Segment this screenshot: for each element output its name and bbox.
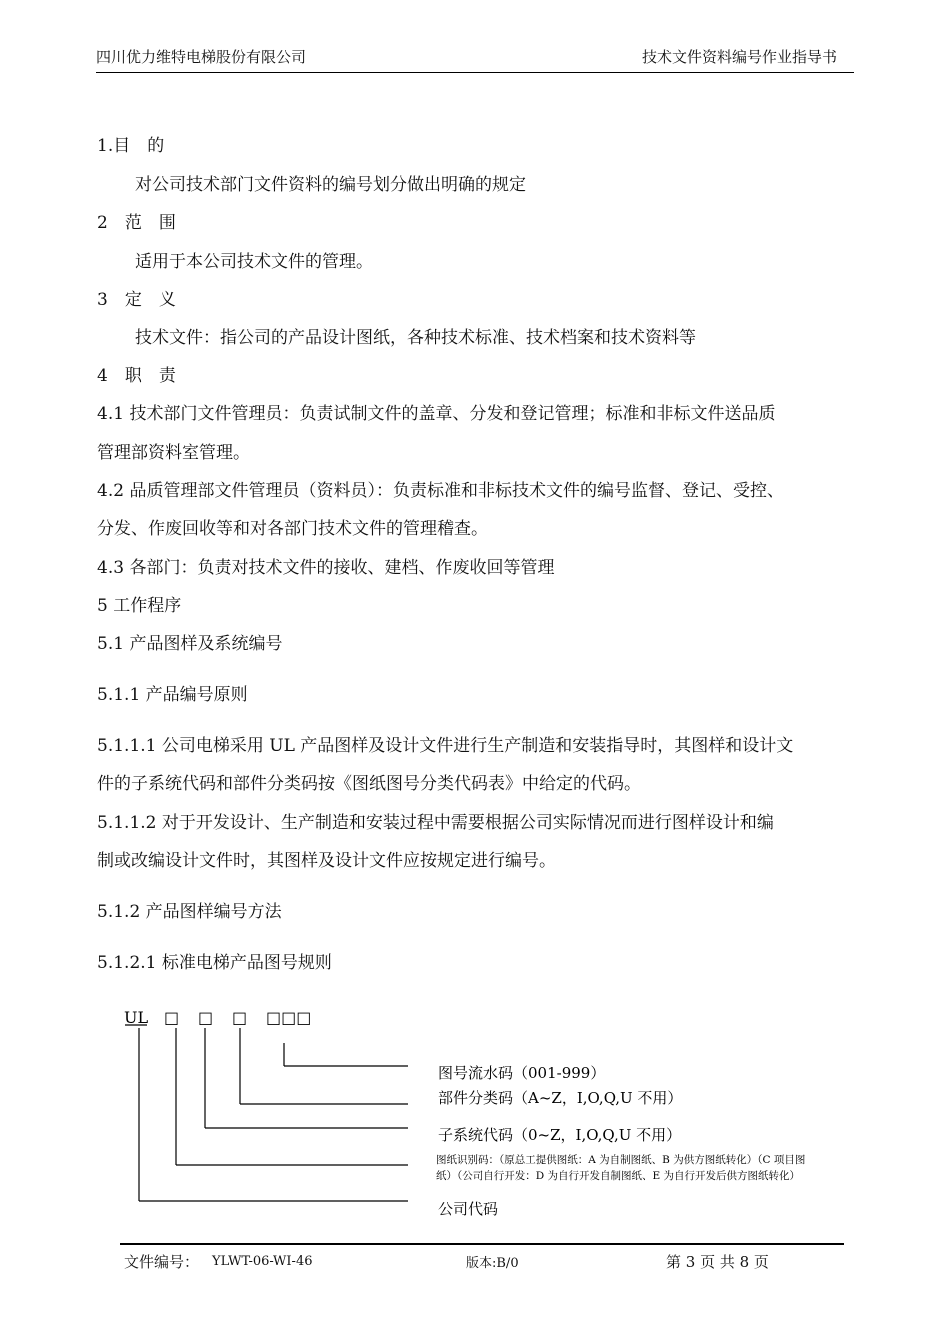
footer-version: 版本:B/0 [466, 1256, 519, 1271]
section-4-1-line1: 4.1 技术部门文件管理员：负责试制文件的盖章、分发和登记管理；标准和非标文件送品质 [97, 404, 776, 424]
section-1-text: 对公司技术部门文件资料的编号划分做出明确的规定 [135, 175, 526, 195]
code-box-2: □ [198, 1008, 214, 1027]
section-5-1-1-1-line1: 5.1.1.1 公司电梯采用 UL 产品图样及设计文件进行生产制造和安装指导时，其图样和设计文 [97, 736, 794, 756]
footer-doc-no-label: 文件编号： [124, 1253, 200, 1271]
section-5-1-1-2-line1: 5.1.1.2 对于开发设计、生产制造和安装过程中需要根据公司实际情况而进行图样设计和编 [97, 813, 774, 833]
section-5-1-1-1-line2: 件的子系统代码和部件分类码按《图纸图号分类代码表》中给定的代码。 [97, 774, 641, 794]
section-4-2-line1: 4.2 品质管理部文件管理员（资料员）：负责标准和非标技术文件的编号监督、登记、受控、 [97, 481, 784, 501]
section-5-1-1-2-line2: 制或改编设计文件时，其图样及设计文件应按规定进行编号。 [97, 851, 556, 871]
section-4-1-line2: 管理部资料室管理。 [97, 443, 250, 463]
footer-page-number: 第 3 页 共 8 页 [666, 1253, 769, 1271]
header-doc-title: 技术文件资料编号作业指导书 [641, 48, 837, 66]
code-box-1: □ [164, 1008, 180, 1027]
label-drawing-id-line2: 纸）（公司自行开发：D 为自行开发自制图纸、E 为自行开发后供方图纸转化） [436, 1170, 801, 1182]
footer-divider [120, 1243, 844, 1245]
label-serial-code: 图号流水码（001-999） [438, 1064, 606, 1082]
section-5-1: 5.1 产品图样及系统编号 [97, 634, 283, 654]
section-3-title: 3 定 义 [97, 290, 176, 310]
header-company: 四川优力维特电梯股份有限公司 [96, 48, 307, 66]
section-1-title: 1.目 的 [97, 136, 165, 156]
label-part-code: 部件分类码（A~Z，I,O,Q,U 不用） [438, 1089, 683, 1107]
section-3-text: 技术文件：指公司的产品设计图纸，各种技术标准、技术档案和技术资料等 [135, 328, 696, 348]
section-5-1-1: 5.1.1 产品编号原则 [97, 685, 248, 705]
section-4-3: 4.3 各部门：负责对技术文件的接收、建档、作废收回等管理 [97, 558, 555, 578]
section-5-title: 5 工作程序 [97, 596, 182, 616]
code-box-4: □□□ [266, 1008, 312, 1027]
section-5-1-2-1: 5.1.2.1 标准电梯产品图号规则 [97, 953, 332, 973]
section-4-2-line2: 分发、作废回收等和对各部门技术文件的管理稽查。 [97, 519, 488, 539]
section-5-1-2: 5.1.2 产品图样编号方法 [97, 902, 282, 922]
label-subsystem-code: 子系统代码（0~Z，I,O,Q,U 不用） [438, 1126, 682, 1144]
section-4-title: 4 职 责 [97, 366, 176, 386]
label-company-code: 公司代码 [438, 1200, 499, 1218]
code-prefix: UL [124, 1008, 149, 1027]
footer-doc-no: YLWT-06-WI-46 [212, 1254, 313, 1269]
code-box-3: □ [232, 1008, 248, 1027]
section-2-text: 适用于本公司技术文件的管理。 [135, 252, 373, 272]
label-drawing-id-line1: 图纸识别码：（原总工提供图纸：A 为自制图纸、B 为供方图纸转化）（C 项目图 [436, 1154, 806, 1166]
section-2-title: 2 范 围 [97, 213, 176, 233]
